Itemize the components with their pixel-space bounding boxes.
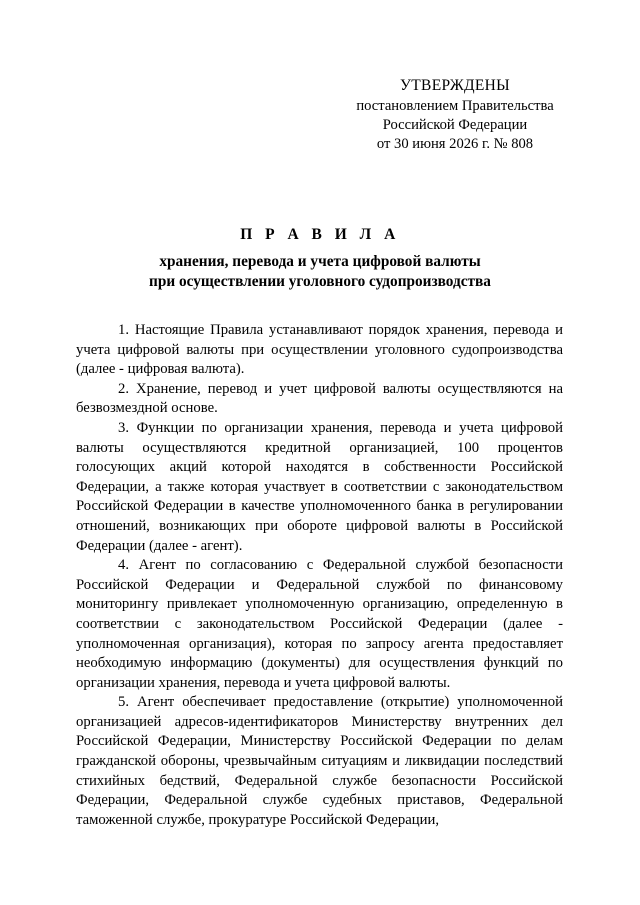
paragraph-2: 2. Хранение, перевод и учет цифровой валюты осуществляются на безвозмездной основе. xyxy=(76,380,563,417)
document-title-block xyxy=(0,226,640,292)
document-subtitle-line-1: хранения, перевода и учета цифровой валюты xyxy=(159,253,481,270)
document-title: П Р А В И Л А xyxy=(240,226,400,243)
approval-line-2: Российской Федерации xyxy=(382,117,528,133)
paragraph-4: 4. Агент по согласованию с Федеральной службой безопасности Российской Федерации и Федеральной службой по финансовому мониторингу привлекает уполномоченную организацию, определенную в соответствии с законодательством Российской Федерации (далее - уполномоченная организация), которая по запросу агента предоставляет необходимую информацию (документы) для осуществления функций по организации хранения, перевода и учета цифровой валюты. xyxy=(76,557,563,691)
paragraph-3: 3. Функции по организации хранения, перевода и учета цифровой валюты осуществляются кредитной организацией, 100 процентов голосующих акций которой находятся в собственности Российской Федерации, а также которая участвует в соответствии с законодательством Российской Федерации в качестве уполномоченного банка в регулировании отношений, возникающих при обороте цифровой валюты в Российской Федерации (далее - агент). xyxy=(76,419,563,554)
document-subtitle-line-2: при осуществлении уголовного судопроизводства xyxy=(149,273,491,290)
approval-line-3: от 30 июня 2026 г. № 808 xyxy=(376,136,534,152)
document-body xyxy=(76,321,563,830)
approval-heading: УТВЕРЖДЕНЫ xyxy=(400,77,510,94)
approval-stamp xyxy=(330,76,580,154)
approval-line-1: постановлением Правительства xyxy=(356,98,554,114)
paragraph-1: 1. Настоящие Правила устанавливают порядок хранения, перевода и учета цифровой валюты при осуществлении уголовного судопроизводства (далее - цифровая валюта). xyxy=(76,322,563,378)
paragraph-5: 5. Агент обеспечивает предоставление (открытие) уполномоченной организацией адресов-идентификаторов Министерству внутренних дел Российской Федерации, Министерству Российской Федерации по делам гражданской обороны, чрезвычайным ситуациям и ликвидации последствий стихийных бедствий, Федеральной службе безопасности Российской Федерации, Федеральной службе судебных приставов, Федеральной таможенной службе, прокуратуре Российской Федерации, xyxy=(76,694,563,828)
